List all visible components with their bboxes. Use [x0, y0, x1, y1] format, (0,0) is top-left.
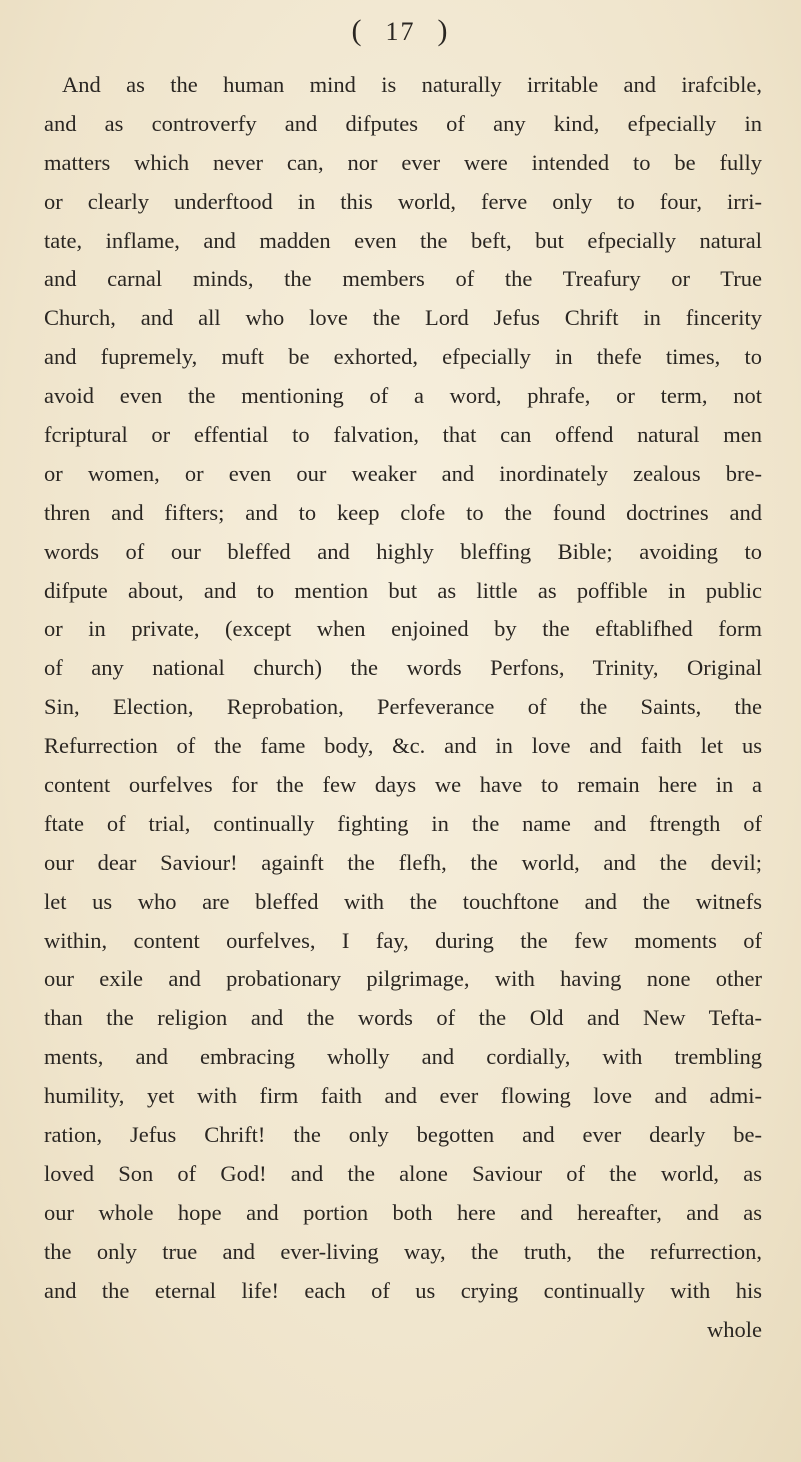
text-line: humility, yet with firm faith and ever flowing love and admi- [44, 1083, 762, 1109]
text-line: matters which never can, nor ever were intended to be fully [44, 149, 762, 175]
text-line: Refurrection of the fame body, &c. and in love and faith let us [44, 733, 762, 759]
text-line: or clearly underftood in this world, ferve only to four, irri- [44, 188, 762, 214]
text-line: our whole hope and portion both here and hereafter, and as [44, 1199, 762, 1225]
page-number-close-paren: ) [437, 14, 450, 47]
page-number-open-paren: ( [351, 14, 364, 47]
text-line: loved Son of God! and the alone Saviour of the world, as [44, 1160, 762, 1186]
text-line: ftate of trial, continually fighting in the name and ftrength of [44, 810, 762, 836]
text-line: difpute about, and to mention but as little as poffible in public [44, 577, 762, 603]
text-line: than the religion and the words of the Old and New Tefta- [44, 1005, 762, 1031]
text-line: avoid even the mentioning of a word, phrafe, or term, not [44, 383, 762, 409]
text-line: ments, and embracing wholly and cordially, with trembling [44, 1044, 762, 1070]
text-line: tate, inflame, and madden even the beft, but efpecially natural [44, 227, 762, 253]
page-number [0, 14, 801, 48]
text-line: or women, or even our weaker and inordinately zealous bre- [44, 460, 762, 486]
text-line: our exile and probationary pilgrimage, with having none other [44, 966, 762, 992]
text-line: and as controverfy and difputes of any kind, efpecially in [44, 110, 762, 136]
text-line: or in private, (except when enjoined by the eftablifhed form [44, 616, 762, 642]
text-line: words of our bleffed and highly bleffing Bible; avoiding to [44, 538, 762, 564]
text-line: fcriptural or effential to falvation, that can offend natural men [44, 422, 762, 448]
text-line: Church, and all who love the Lord Jefus Chrift in fincerity [44, 305, 762, 331]
text-line: our dear Saviour! againft the flefh, the world, and the devil; [44, 849, 762, 875]
text-line: and carnal minds, the members of the Treafury or True [44, 266, 762, 292]
text-line: And as the human mind is naturally irritable and irafcible, [62, 72, 762, 97]
text-line: Sin, Election, Reprobation, Perfeverance of the Saints, the [44, 694, 762, 720]
text-line: of any national church) the words Perfons, Trinity, Original [44, 655, 762, 681]
text-line: thren and fifters; and to keep clofe to the found doctrines and [44, 499, 762, 525]
catchword: whole [707, 1316, 762, 1342]
page-number-value: 17 [385, 17, 416, 46]
text-line: within, content ourfelves, I fay, during the few moments of [44, 927, 762, 953]
text-line: and fupremely, muft be exhorted, efpecially in thefe times, to [44, 344, 762, 370]
text-line: the only true and ever-living way, the truth, the refurrection, [44, 1238, 762, 1264]
text-line: ration, Jefus Chrift! the only begotten and ever dearly be- [44, 1122, 762, 1148]
text-line: let us who are bleffed with the touchftone and the witnefs [44, 888, 762, 914]
text-line: and the eternal life! each of us crying continually with his [44, 1277, 762, 1303]
body-paragraph [44, 66, 762, 1349]
text-line: content ourfelves for the few days we have to remain here in a [44, 772, 762, 798]
